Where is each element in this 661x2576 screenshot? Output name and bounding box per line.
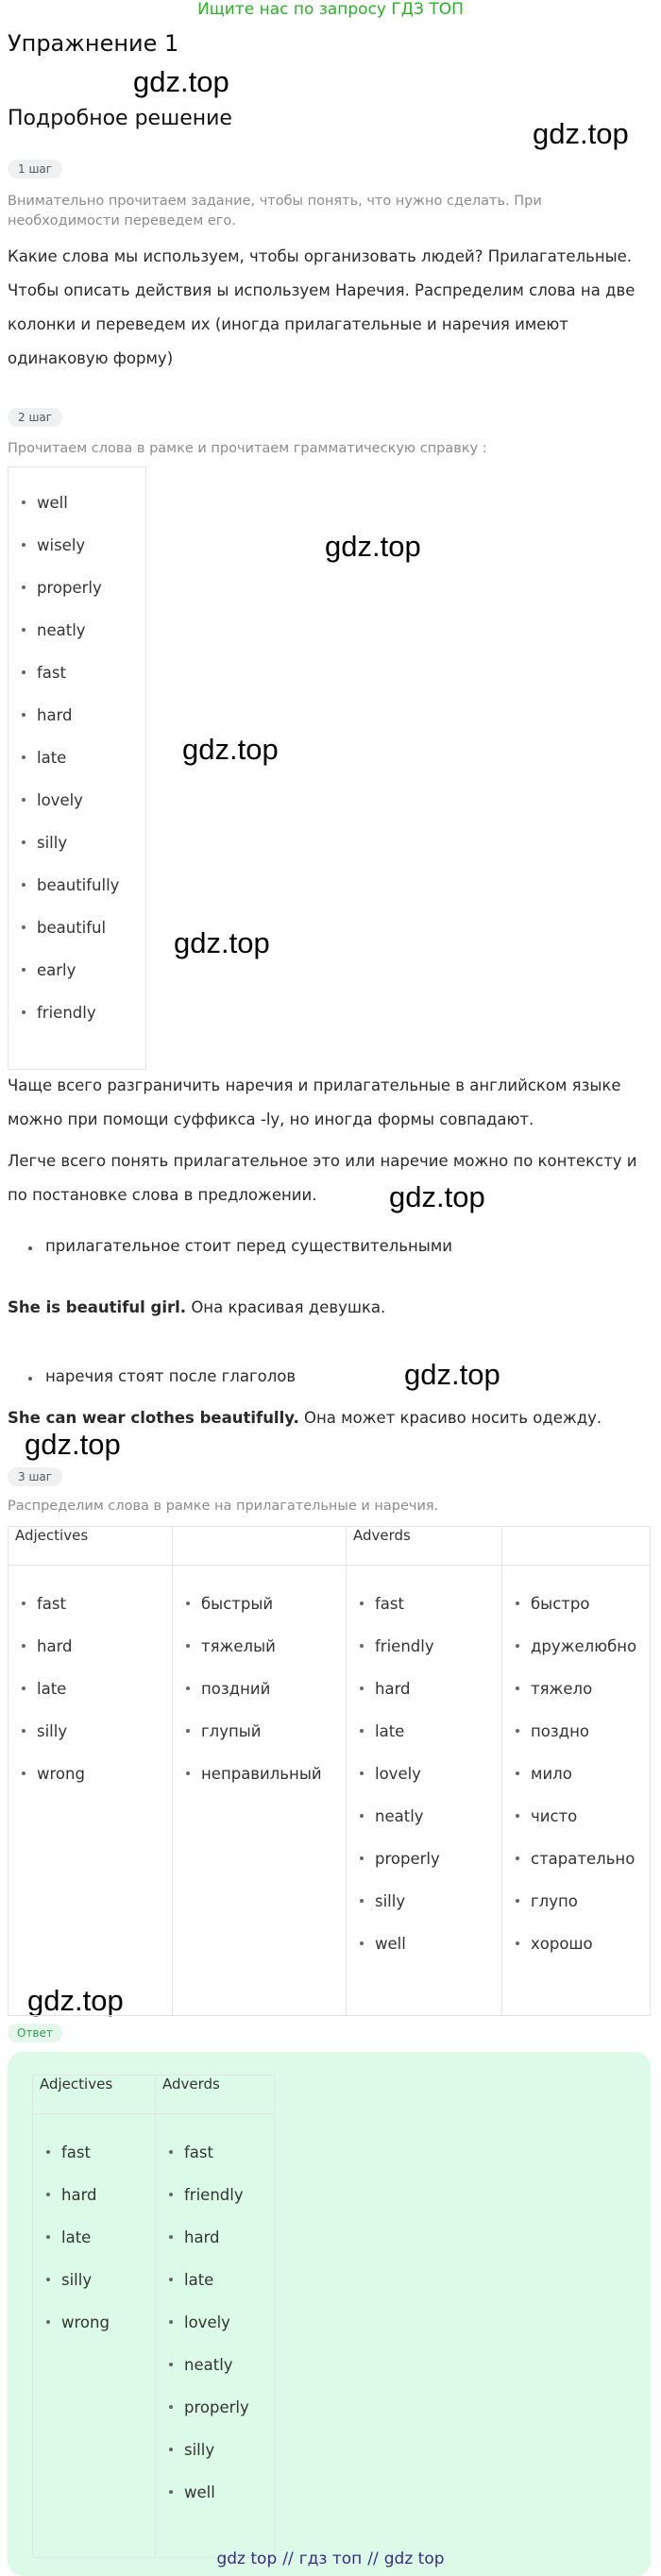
- table-cell: [347, 1566, 502, 2016]
- column-header-empty: [502, 1527, 651, 1566]
- step-label: 3 шаг: [8, 1467, 62, 1486]
- column-header-empty: [173, 1527, 347, 1566]
- list-item: lovely: [347, 1753, 501, 1795]
- solution-heading: Подробное решение: [8, 107, 232, 130]
- list-item: late: [8, 1668, 172, 1710]
- example-2-russian: Она может красиво носить одежду.: [298, 1409, 602, 1427]
- list-item: late: [347, 1710, 501, 1753]
- table-cell: [8, 1566, 173, 2016]
- list-item: lovely: [8, 779, 145, 822]
- list-item: silly: [8, 822, 145, 864]
- example-1-russian: Она красивая девушка.: [186, 1298, 386, 1316]
- step-1-text: Какие слова мы используем, чтобы организовать людей? Прилагательные. Чтобы описать действия ы используем Наречия. Распределим слова на две колонки и переведем их (иногда прилагательные и наречия имеют одинаковую форму): [8, 247, 636, 367]
- step-1-badge: [8, 159, 62, 178]
- list-item: чисто: [502, 1795, 650, 1838]
- list-item: глупый: [173, 1710, 346, 1753]
- example-2-english: She can wear clothes beautifully.: [8, 1409, 299, 1427]
- step-3-note: Распределим слова в рамке на прилагательные и наречия.: [8, 1499, 439, 1514]
- rule-adjective: прилагательное стоит перед существительными: [8, 1237, 661, 1255]
- watermark: gdz.top: [533, 117, 629, 150]
- grammar-paragraph-1: Чаще всего разграничить наречия и прилагательные в английском языке можно при помощи суффикса -ly, но иногда формы совпадают.: [8, 1076, 621, 1128]
- adjective-list: [8, 1566, 172, 1795]
- list-item: friendly: [8, 991, 145, 1034]
- column-header-adjectives: Adjectives: [33, 2076, 156, 2114]
- list-item: неправильный: [173, 1753, 346, 1795]
- example-1: [8, 1296, 385, 1319]
- list-item: well: [8, 482, 145, 524]
- list-item: well: [347, 1923, 501, 1965]
- step-label: 2 шаг: [8, 408, 62, 427]
- list-item: properly: [8, 567, 145, 609]
- list-item: fast: [347, 1583, 501, 1625]
- list-item: hard: [33, 2174, 155, 2216]
- column-header-adverbs: Adverds: [156, 2076, 275, 2114]
- list-item: fast: [33, 2131, 155, 2174]
- step-2-note: Прочитаем слова в рамке и прочитаем грамматическую справку :: [8, 441, 487, 456]
- answer-adjective-list: [33, 2114, 155, 2344]
- list-item: silly: [33, 2259, 155, 2301]
- table-cell: [156, 2114, 275, 2558]
- list-item: fast: [8, 1583, 172, 1625]
- watermark: gdz.top: [174, 926, 270, 959]
- list-item: neatly: [156, 2344, 274, 2386]
- classification-table: [8, 1526, 651, 2016]
- list-item: мило: [502, 1753, 650, 1795]
- list-item: хорошо: [502, 1923, 650, 1965]
- rule-adverb: наречия стоят после глаголов: [8, 1367, 661, 1385]
- list-item: поздний: [173, 1668, 346, 1710]
- list-item: friendly: [347, 1625, 501, 1668]
- footer-link[interactable]: gdz top: [383, 2550, 445, 2568]
- adjective-translation-list: [173, 1566, 346, 1795]
- list-item: late: [8, 737, 145, 779]
- table-cell: [502, 1566, 651, 2016]
- list-item: silly: [156, 2429, 274, 2471]
- list-item: lovely: [156, 2301, 274, 2344]
- column-header-adverbs: Adverds: [347, 1527, 502, 1566]
- list-item: поздно: [502, 1710, 650, 1753]
- list-item: тяжелый: [173, 1625, 346, 1668]
- list-item: hard: [156, 2216, 274, 2259]
- answer-adverb-list: [156, 2114, 274, 2514]
- list-item: fast: [8, 652, 145, 694]
- list-item: well: [156, 2471, 274, 2514]
- answer-table: [32, 2075, 275, 2558]
- watermark: gdz.top: [133, 65, 229, 98]
- example-2: [8, 1407, 602, 1430]
- list-item: тяжело: [502, 1668, 650, 1710]
- list-item: дружелюбно: [502, 1625, 650, 1668]
- step-2-badge: [8, 407, 62, 427]
- step-1-note: Внимательно прочитаем задание, чтобы понять, что нужно сделать. При необходимости переведем его.: [8, 194, 542, 229]
- answer-label: Ответ: [8, 2024, 62, 2042]
- table-cell: [33, 2114, 156, 2558]
- list-item: hard: [347, 1668, 501, 1710]
- list-item: wrong: [33, 2301, 155, 2344]
- watermark: gdz.top: [27, 1984, 124, 2017]
- list-item: late: [33, 2216, 155, 2259]
- column-header-adjectives: Adjectives: [8, 1527, 173, 1566]
- table-cell: [173, 1566, 347, 2016]
- list-item: глупо: [502, 1880, 650, 1923]
- step-label: 1 шаг: [8, 160, 62, 178]
- list-item: beautiful: [8, 907, 145, 949]
- list-item: beautifully: [8, 864, 145, 907]
- list-item: early: [8, 949, 145, 991]
- footer-link[interactable]: гдз топ: [298, 2550, 363, 2568]
- list-item: старательно: [502, 1838, 650, 1880]
- list-item: silly: [347, 1880, 501, 1923]
- list-item: быстрый: [173, 1583, 346, 1625]
- step-3-badge: [8, 1466, 62, 1486]
- list-item: late: [156, 2259, 274, 2301]
- word-box: [8, 466, 146, 1070]
- word-list: [8, 467, 145, 1034]
- page-title: Упражнение 1: [8, 30, 179, 57]
- footer-links: [0, 2550, 661, 2568]
- list-item: neatly: [8, 609, 145, 652]
- list-item: properly: [347, 1838, 501, 1880]
- watermark: gdz.top: [182, 733, 279, 766]
- list-item: wisely: [8, 524, 145, 567]
- list-item: fast: [156, 2131, 274, 2174]
- watermark: gdz.top: [325, 530, 421, 563]
- watermark: gdz.top: [389, 1180, 485, 1213]
- list-item: hard: [8, 694, 145, 737]
- grammar-paragraph-2: Легче всего понять прилагательное это или наречие можно по контексту и по постановке слова в предложении.: [8, 1152, 637, 1204]
- list-item: hard: [8, 1625, 172, 1668]
- footer-separator: //: [367, 2550, 379, 2568]
- list-item: silly: [8, 1710, 172, 1753]
- footer-separator: //: [282, 2550, 294, 2568]
- list-item: friendly: [156, 2174, 274, 2216]
- top-banner[interactable]: Ищите нас по запросу ГДЗ ТОП: [197, 0, 464, 19]
- example-1-english: She is beautiful girl.: [8, 1298, 187, 1316]
- adverb-list: [347, 1566, 501, 1965]
- watermark: gdz.top: [404, 1358, 500, 1391]
- list-item: wrong: [8, 1753, 172, 1795]
- watermark: gdz.top: [25, 1428, 121, 1461]
- list-item: properly: [156, 2386, 274, 2429]
- list-item: быстро: [502, 1583, 650, 1625]
- adverb-translation-list: [502, 1566, 650, 1965]
- answer-badge: [8, 2023, 62, 2042]
- footer-link[interactable]: gdz top: [216, 2550, 278, 2568]
- list-item: neatly: [347, 1795, 501, 1838]
